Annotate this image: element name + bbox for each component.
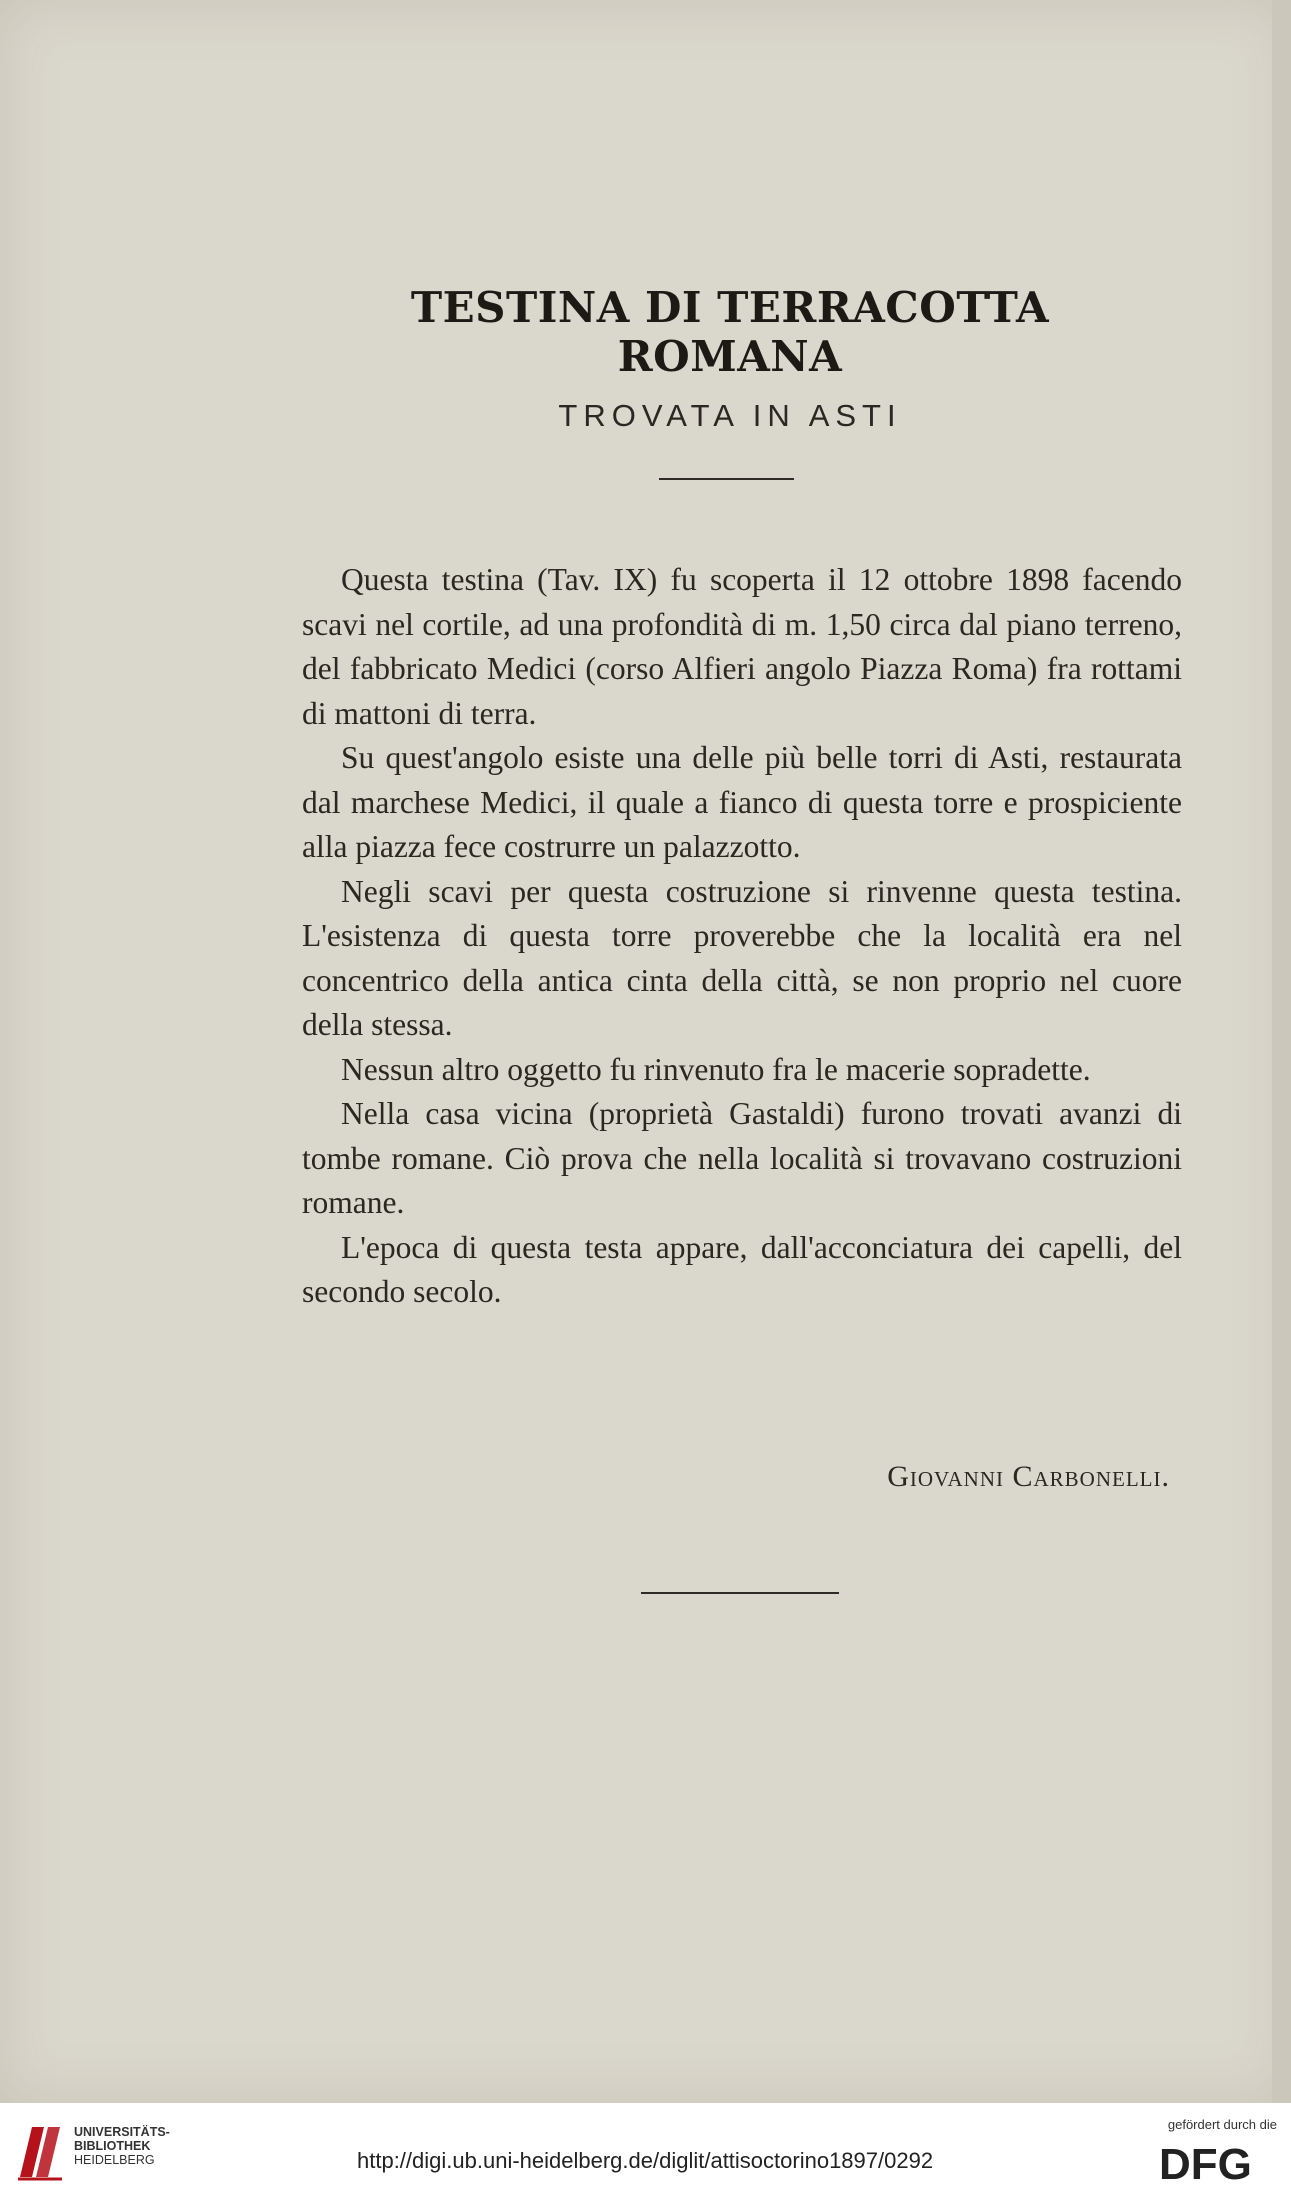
dfg-logo-icon [1159,2141,1277,2183]
svg-text:DFG: DFG [1159,2141,1252,2183]
paragraph: Nessun altro oggetto fu rinvenuto fra le macerie sopradette. [341,1051,1091,1087]
end-divider [641,1592,839,1594]
paragraph: Nella casa vicina (proprietà Gastaldi) furono trovati avanzi di tombe romane. Ciò prova che nella località si trovavano costruzioni romane. [302,1096,1182,1220]
permalink-url[interactable]: http://digi.ub.uni-heidelberg.de/diglit/attisoctorino1897/0292 [357,2148,934,2173]
library-name: UNIVERSITÄTS- BIBLIOTHEK HEIDELBERG [74,2125,170,2167]
paragraph: Su quest'angolo esiste una delle più belle torri di Asti, restaurata dal marchese Medici, il quale a fianco di questa torre e prospiciente alla piazza fece costrurre un palazzotto. [302,740,1182,864]
funded-by-label: gefördert durch die [1167,2117,1277,2132]
paragraph: Questa testina (Tav. IX) fu scoperta il 12 ottobre 1898 facendo scavi nel cortile, ad una profondità di m. 1,50 circa dal piano terreno, del fabbricato Medici (corso Alfieri angolo Piazza Roma) fra rottami di mattoni di terra. [302,562,1182,731]
viewer-footer [0,2103,1291,2194]
article-body [302,558,1182,1315]
paragraph: Negli scavi per questa costruzione si rinvenne questa testina. L'esistenza di questa torre proverebbe che la località era nel concentrico della antica cinta della città, se non proprio nel cuore della stessa. [302,873,1182,1042]
page-edge [1272,0,1291,2103]
title-divider [659,478,794,480]
article-title: TESTINA DI TERRACOTTA ROMANA [410,283,1050,381]
article-subtitle: TROVATA IN ASTI [558,398,902,433]
paragraph: L'epoca di questa testa appare, dall'acconciatura dei capelli, del secondo secolo. [302,1229,1182,1309]
university-library-logo-icon [14,2119,66,2181]
author-signature: Giovanni Carbonelli. [887,1460,1170,1493]
